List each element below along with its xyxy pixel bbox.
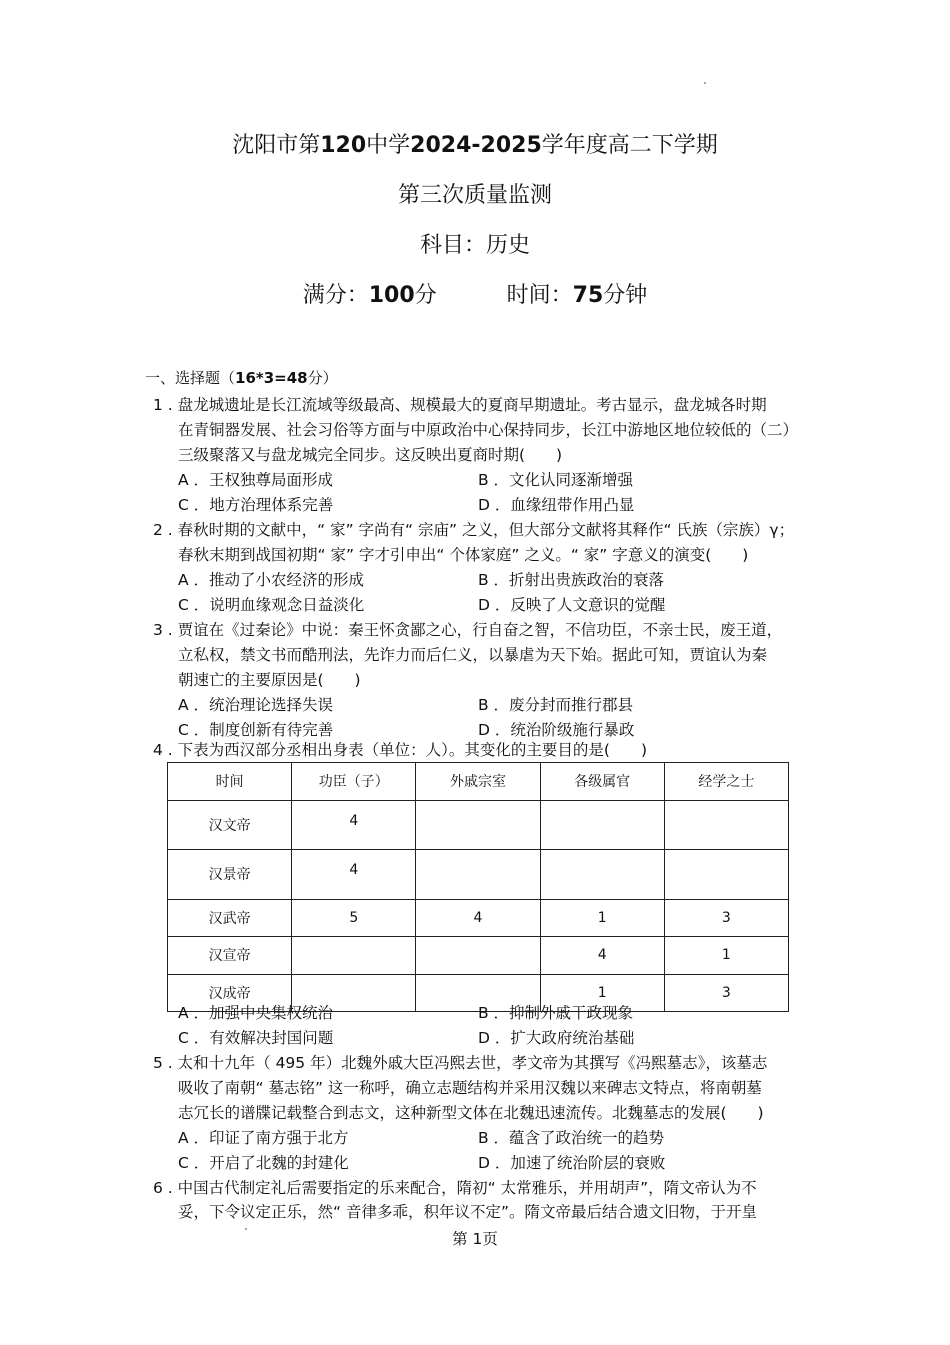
table-cell: 汉宣帝 <box>168 937 292 975</box>
q3-line-2: 立私权，禁文书而酷刑法，先诈力而后仁义，以暴虐为天下始。据此可知，贾谊认为秦 <box>178 646 768 664</box>
chancellor-origin-table <box>167 762 789 1012</box>
table-cell <box>664 850 788 900</box>
q5-option-b: B ．蕴含了政治统一的趋势 <box>478 1129 665 1147</box>
table-cell: 汉文帝 <box>168 800 292 850</box>
q4-line-1: 4 . 下表为西汉部分丞相出身表（单位：人）。其变化的主要目的是( ) <box>153 741 647 759</box>
q1-line-2: 在青铜器发展、社会习俗等方面与中原政治中心保持同步，长江中游地区地位较低的（二） <box>178 421 799 439</box>
table-cell <box>416 800 540 850</box>
table-cell: 1 <box>540 974 664 1012</box>
table-cell: 汉武帝 <box>168 899 292 937</box>
q2-option-a: A ．推动了小农经济的形成 <box>178 571 365 589</box>
table-cell: 3 <box>664 899 788 937</box>
exam-score-time: 满分：100分 时间：75分钟 <box>302 283 648 308</box>
table-cell: 4 <box>540 937 664 975</box>
q3-line-1: 3 . 贾谊在《过秦论》中说：秦王怀贪鄙之心，行自奋之智，不信功臣，不亲士民，废王道， <box>153 621 783 639</box>
table-cell: 3 <box>664 974 788 1012</box>
q5-line-3: 志冗长的谱牒记载整合到志文，这种新型文体在北魏迅速流传。北魏墓志的发展( ) <box>178 1104 764 1122</box>
q1-line-1: 1 . 盘龙城遗址是长江流域等级最高、规模最大的夏商早期遗址。考古显示，盘龙城各时期 <box>153 396 767 414</box>
q3-option-c: C ．制度创新有待完善 <box>178 721 334 739</box>
q2-option-d: D ．反映了人文意识的觉醒 <box>478 596 666 614</box>
table-cell: 4 <box>292 800 416 850</box>
table-cell: 1 <box>664 937 788 975</box>
table-header: 时间 <box>168 763 292 801</box>
table-cell <box>664 800 788 850</box>
q1-option-b: B ．文化认同逐渐增强 <box>478 471 634 489</box>
table-cell <box>540 800 664 850</box>
table-header-row <box>168 763 789 801</box>
table-cell <box>416 850 540 900</box>
q3-line-3: 朝速亡的主要原因是( ) <box>178 671 361 689</box>
table-row <box>168 937 789 975</box>
q1-option-d: D ．血缘纽带作用凸显 <box>478 496 635 514</box>
q6-line-2: 妥，下令议定正乐，然“ 音律多乖，积年议不定”。隋文帝最后结合遗文旧物，于开皇 <box>178 1203 757 1221</box>
q1-option-c: C ．地方治理体系完善 <box>178 496 334 514</box>
q5-option-a: A ．印证了南方强于北方 <box>178 1129 349 1147</box>
q6-line-1: 6 . 中国古代制定礼后需要指定的乐来配合，隋初“ 太常雅乐，并用胡声”，隋文帝认为不 <box>153 1179 757 1197</box>
table-row <box>168 850 789 900</box>
table-row <box>168 899 789 937</box>
table-cell: 4 <box>292 850 416 900</box>
table-cell: 汉成帝 <box>168 974 292 1012</box>
table-header: 各级属官 <box>540 763 664 801</box>
table-header: 功臣（子） <box>292 763 416 801</box>
q5-option-d: D ．加速了统治阶层的衰败 <box>478 1154 666 1172</box>
q2-line-2: 春秋末期到战国初期“ 家” 字才引申出“ 个体家庭” 之义。“ 家” 字意义的演变( ) <box>178 546 749 564</box>
table-row <box>168 800 789 850</box>
table-cell: 1 <box>540 899 664 937</box>
q4-option-c: C ．有效解决封国问题 <box>178 1029 334 1047</box>
q1-option-a: A ．王权独尊局面形成 <box>178 471 334 489</box>
exam-subtitle: 第三次质量监测 <box>397 183 552 208</box>
q1-line-3: 三级聚落又与盘龙城完全同步。这反映出夏商时期( ) <box>178 446 563 464</box>
section-heading: 一、选择题（16*3=48分） <box>145 369 338 387</box>
q5-option-c: C ．开启了北魏的封建化 <box>178 1154 349 1172</box>
table-cell <box>540 850 664 900</box>
table-cell <box>292 937 416 975</box>
scan-speck <box>704 82 706 84</box>
q3-option-a: A ．统治理论选择失误 <box>178 696 334 714</box>
q5-line-2: 吸收了南朝“ 墓志铭” 这一称呼，确立志题结构并采用汉魏以来碑志文特点，将南朝墓 <box>178 1079 762 1097</box>
page-number: 第 1页 <box>452 1230 498 1248</box>
q2-option-b: B ．折射出贵族政治的衰落 <box>478 571 665 589</box>
q3-option-d: D ．统治阶级施行暴政 <box>478 721 635 739</box>
q5-line-1: 5 . 太和十九年（ 495 年）北魏外戚大臣冯熙去世，孝文帝为其撰写《冯熙墓志》，该墓志 <box>153 1054 768 1072</box>
exam-title: 沈阳市第120中学2024-2025学年度高二下学期 <box>232 133 718 158</box>
q2-line-1: 2 . 春秋时期的文献中，“ 家” 字尚有“ 宗庙” 之义，但大部分文献将其释作“ 氏族（宗族）γ； <box>153 521 795 539</box>
table-header: 经学之士 <box>664 763 788 801</box>
exam-subject: 科目：历史 <box>419 233 530 258</box>
table-cell: 5 <box>292 899 416 937</box>
q4-option-d: D ．扩大政府统治基础 <box>478 1029 635 1047</box>
q4-option-b: B ．抑制外戚干政现象 <box>478 1004 634 1022</box>
q2-option-c: C ．说明血缘观念日益淡化 <box>178 596 365 614</box>
q4-option-a: A ．加强中央集权统治 <box>178 1004 334 1022</box>
table-cell: 4 <box>416 899 540 937</box>
table-header: 外戚宗室 <box>416 763 540 801</box>
table-cell <box>416 937 540 975</box>
q3-option-b: B ．废分封而推行郡县 <box>478 696 634 714</box>
table-cell: 汉景帝 <box>168 850 292 900</box>
